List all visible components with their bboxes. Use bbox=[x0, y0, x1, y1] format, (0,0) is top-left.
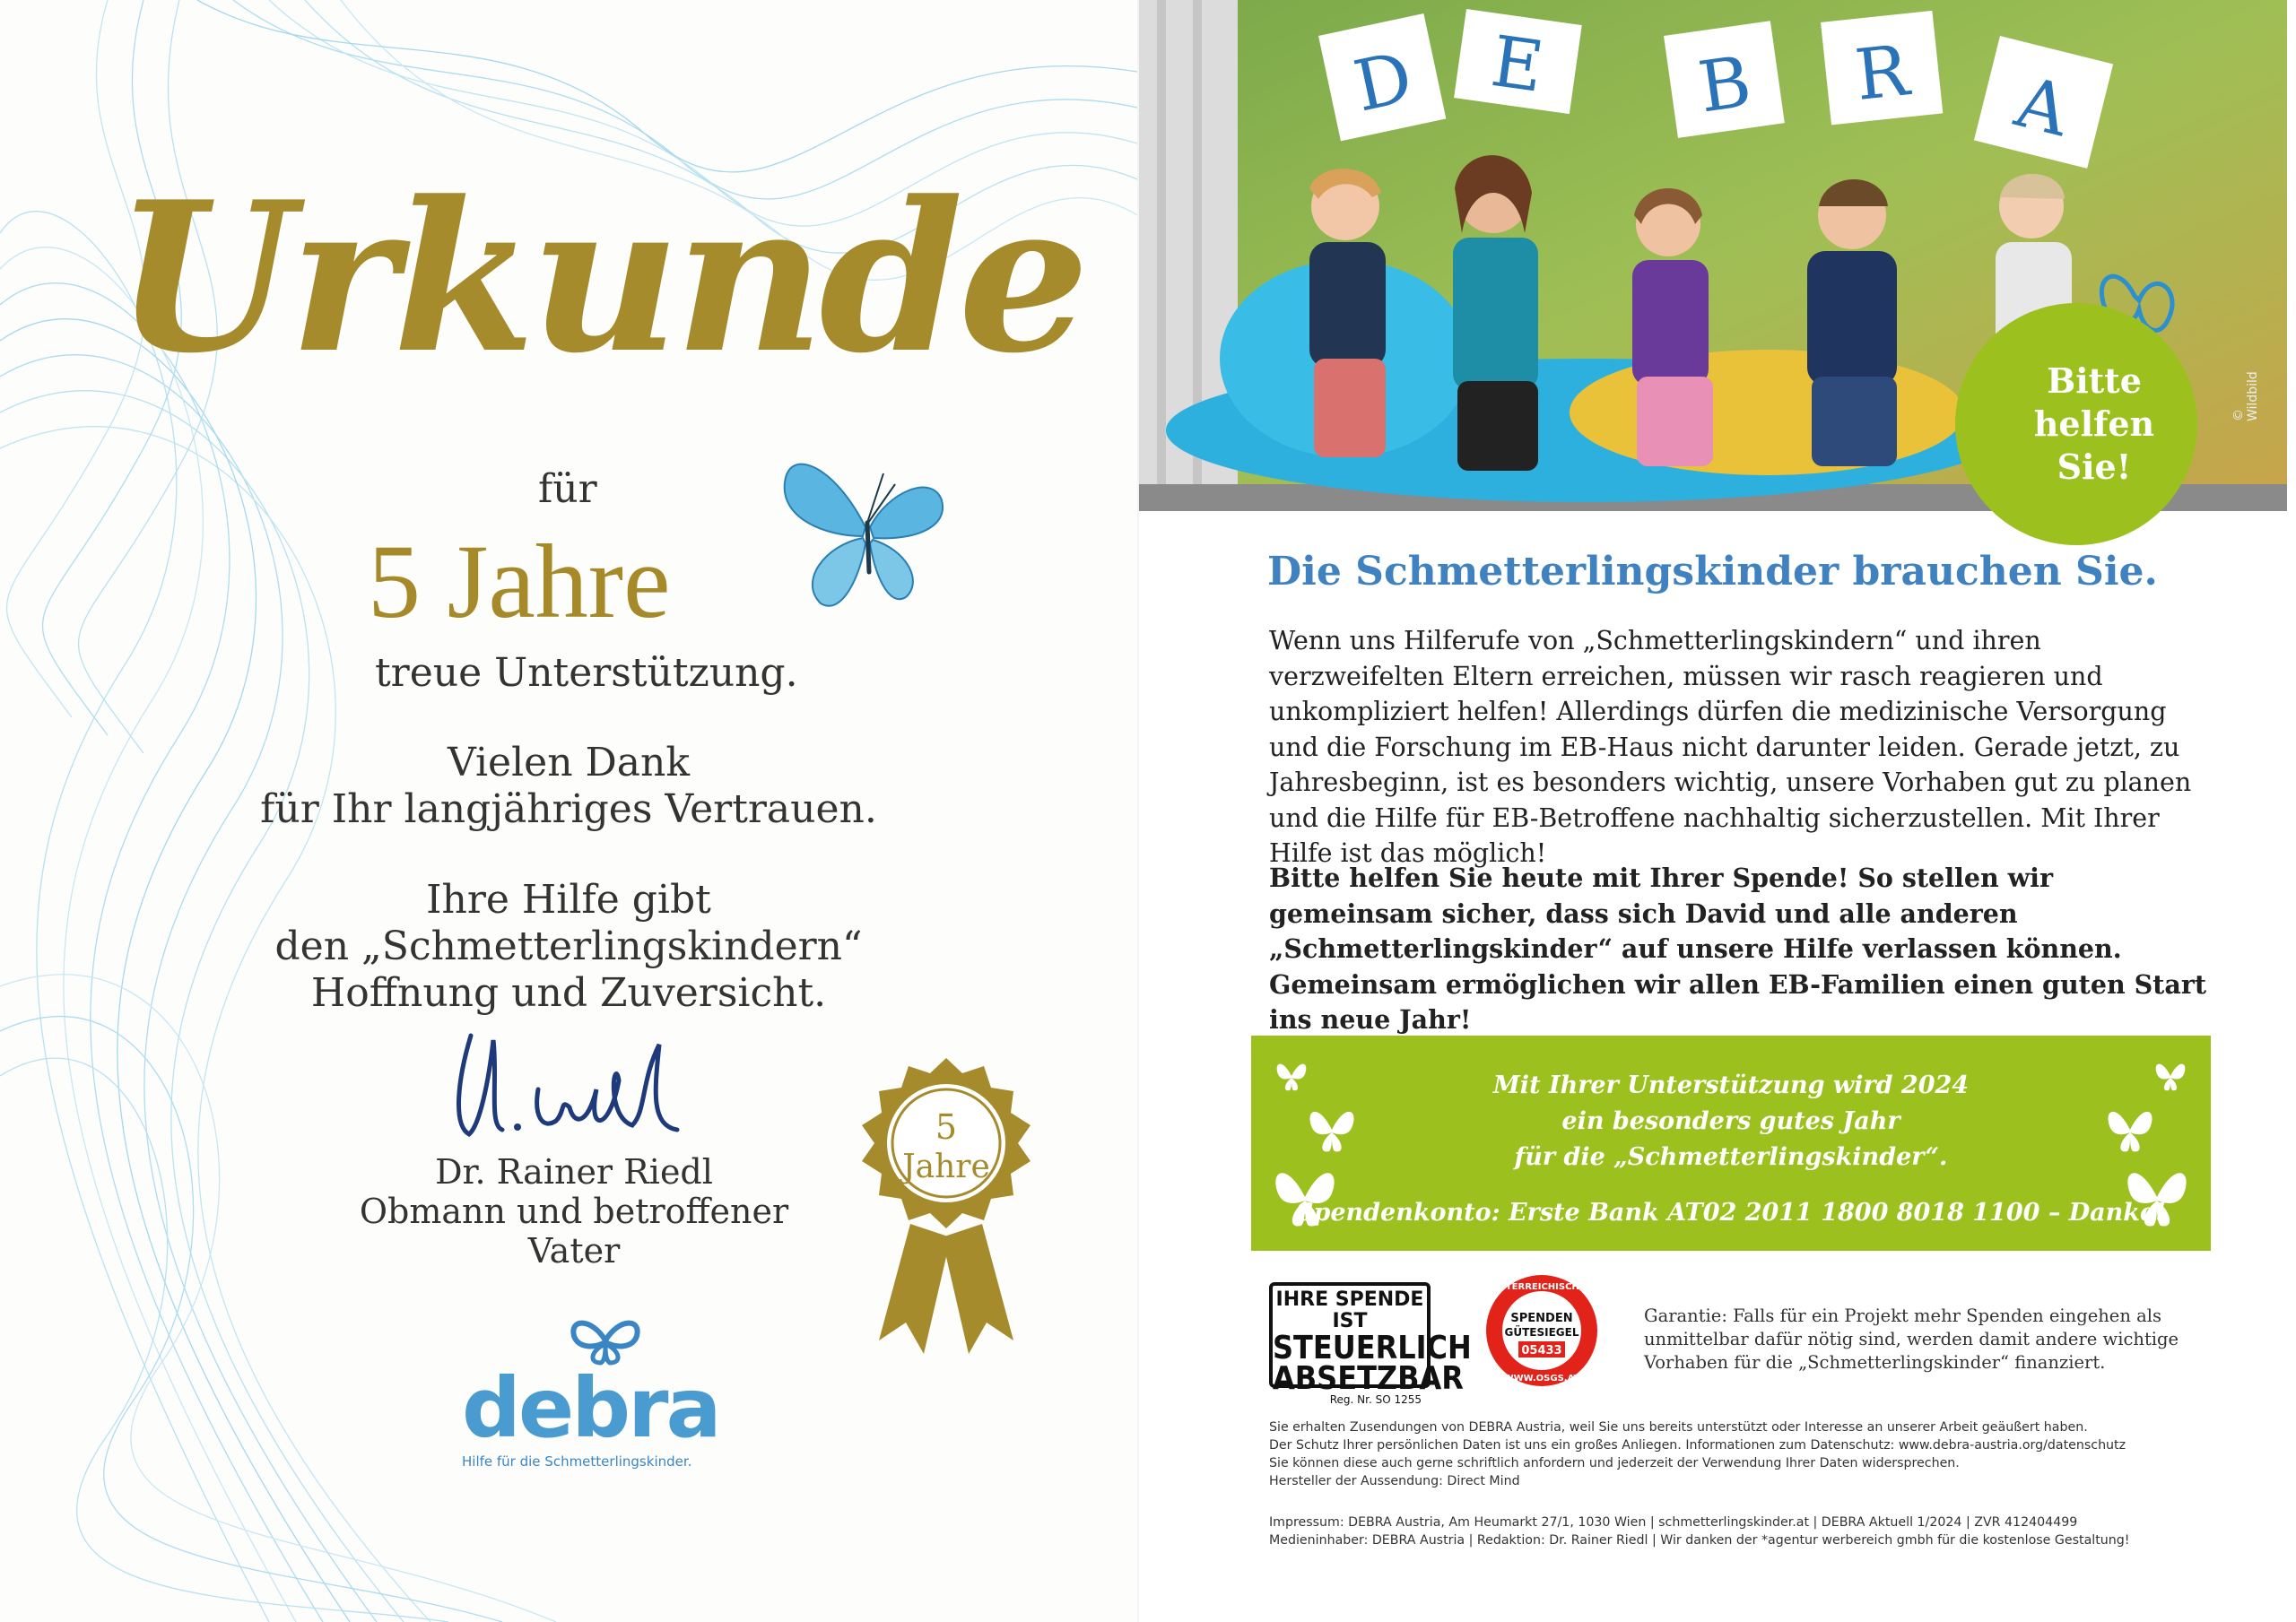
rosette-label: Jahre bbox=[902, 1149, 990, 1185]
signatory-name: Dr. Rainer Riedl bbox=[435, 1152, 713, 1192]
privacy-line-3: Sie können diese auch gerne schriftlich anfordern und jederzeit der Verwendung Ihrer Daten widersprechen. bbox=[1269, 1456, 1960, 1470]
banner-line-3: für die „Schmetterlingskinder“. bbox=[1514, 1143, 1948, 1171]
photo-letter-d: D bbox=[1347, 37, 1420, 128]
donation-quality-seal bbox=[1484, 1273, 1599, 1388]
osgs-line-2: GÜTESIEGEL bbox=[1504, 1326, 1579, 1339]
letter-paragraph-2: Bitte helfen Sie heute mit Ihrer Spende! So stellen wir gemeinsam sicher, dass sich David und alle anderen „Schmetterlingskinder“ auf unsere Hilfe verlassen können. Gemeinsam ermöglichen wir allen EB-Familien einen guten Start ins neue Jahr! bbox=[1269, 863, 2206, 1035]
privacy-line-4: Hersteller der Aussendung: Direct Mind bbox=[1269, 1474, 1520, 1488]
debra-logo bbox=[462, 1314, 719, 1470]
for-text: für bbox=[538, 466, 597, 512]
loyal-support-text: treue Unterstützung. bbox=[375, 650, 798, 696]
letter-paragraph-1: Wenn uns Hilferufe von „Schmetterlingskindern“ und ihren verzweifelten Eltern erreichen, müssen wir rasch reagieren und unkompliziert helfen! Allerdings dürfen die medizinische Versorgung und die Forschung im EB-Haus nicht darunter leiden. Gerade jetzt, zu Jahresbeginn, ist es besonders wichtig, unsere Vorhaben gut zu planen und die Hilfe für EB-Betroffene nachhaltig sicherzustellen. Mit Ihrer Hilfe ist das möglich! bbox=[1269, 626, 2192, 868]
privacy-line-2: Der Schutz Ihrer persönlichen Daten ist uns ein großes Anliegen. Informationen zum Datenschutz: www.debra-austria.org/datenschutz bbox=[1269, 1438, 2126, 1453]
butterfly-illustration bbox=[780, 438, 951, 617]
photo-letter-b: B bbox=[1693, 41, 1756, 129]
tax-seal-line-1: IHRE SPENDE IST bbox=[1275, 1288, 1424, 1332]
privacy-line-1: Sie erhalten Zusendungen von DEBRA Austria, weil Sie uns bereits unterstützt oder Interesse an unserer Arbeit geäußert haben. bbox=[1269, 1420, 2088, 1435]
thanks-line-2: für Ihr langjähriges Vertrauen. bbox=[260, 786, 877, 832]
tax-seal-reg: Reg. Nr. SO 1255 bbox=[1329, 1393, 1422, 1406]
thanks-block bbox=[0, 740, 1137, 833]
tax-seal-line-3: ABSETZBAR bbox=[1273, 1359, 1464, 1397]
logo-word: debra bbox=[462, 1360, 719, 1456]
tax-seal-line-2: STEUERLICH bbox=[1273, 1329, 1472, 1366]
osgs-top-text: ÖSTERREICHISCHES bbox=[1492, 1282, 1592, 1292]
donation-banner bbox=[1251, 1036, 2211, 1251]
please-help-badge: Bitte helfen Sie! bbox=[1955, 303, 2197, 545]
donation-account: Spendenkonto: Erste Bank AT02 2011 1800 8018 1100 – Danke! bbox=[1295, 1199, 2167, 1227]
osgs-number: 05433 bbox=[1521, 1344, 1562, 1357]
certificate-title: Urkunde bbox=[115, 157, 1084, 399]
signatory bbox=[323, 1152, 825, 1271]
signatory-role: Obmann und betroffener Vater bbox=[359, 1192, 789, 1271]
guarantee-text: Garantie: Falls für ein Projekt mehr Spenden eingehen als unmittelbar dafür nötig sind, werden damit andere wichtige Vorhaben für die „Schmetterlingskinder“ finanziert. bbox=[1644, 1305, 2179, 1373]
imprint bbox=[1269, 1514, 2229, 1549]
imprint-line-1: Impressum: DEBRA Austria, Am Heumarkt 27/1, 1030 Wien | schmetterlingskinder.at | DEBRA Aktuell 1/2024 | ZVR 412404499 bbox=[1269, 1515, 2078, 1530]
help-line-3: Hoffnung und Zuversicht. bbox=[310, 970, 827, 1016]
banner-line-1: Mit Ihrer Unterstützung wird 2024 bbox=[1492, 1071, 1970, 1099]
help-line-2: den „Schmetterlingskindern“ bbox=[274, 924, 863, 969]
years-heading: 5 Jahre bbox=[368, 523, 671, 640]
letter-headline: Die Schmetterlingskinder brauchen Sie. bbox=[1267, 549, 2158, 594]
imprint-line-2: Medieninhaber: DEBRA Austria | Redaktion: Dr. Rainer Riedl | Wir danken der *agentur werbereich gmbh für die kostenlose Gestaltung! bbox=[1269, 1533, 2130, 1548]
five-years-rosette bbox=[839, 1054, 1054, 1358]
thanks-line-1: Vielen Dank bbox=[447, 740, 691, 785]
logo-tagline: Hilfe für die Schmetterlingskinder. bbox=[462, 1453, 692, 1470]
rosette-number: 5 bbox=[935, 1107, 958, 1147]
tax-deductible-seal bbox=[1269, 1282, 1472, 1406]
photo-letter-r: R bbox=[1851, 30, 1913, 117]
osgs-line-1: SPENDEN bbox=[1510, 1312, 1573, 1325]
signature bbox=[453, 1027, 695, 1143]
photo-letter-a: A bbox=[2007, 62, 2077, 153]
banner-line-2: ein besonders gutes Jahr bbox=[1561, 1107, 1900, 1135]
osgs-url: WWW.OSGS.AT bbox=[1503, 1374, 1580, 1383]
privacy-notice bbox=[1269, 1418, 2229, 1490]
certificate-page bbox=[0, 0, 1137, 1622]
photo-letter-e: E bbox=[1486, 21, 1549, 109]
help-block bbox=[0, 877, 1137, 1017]
banner-message bbox=[1251, 1068, 2211, 1175]
photo-copyright: © Wildbild bbox=[2231, 371, 2260, 421]
butterfly-logo-icon bbox=[565, 1314, 646, 1367]
help-line-1: Ihre Hilfe gibt bbox=[426, 877, 711, 923]
